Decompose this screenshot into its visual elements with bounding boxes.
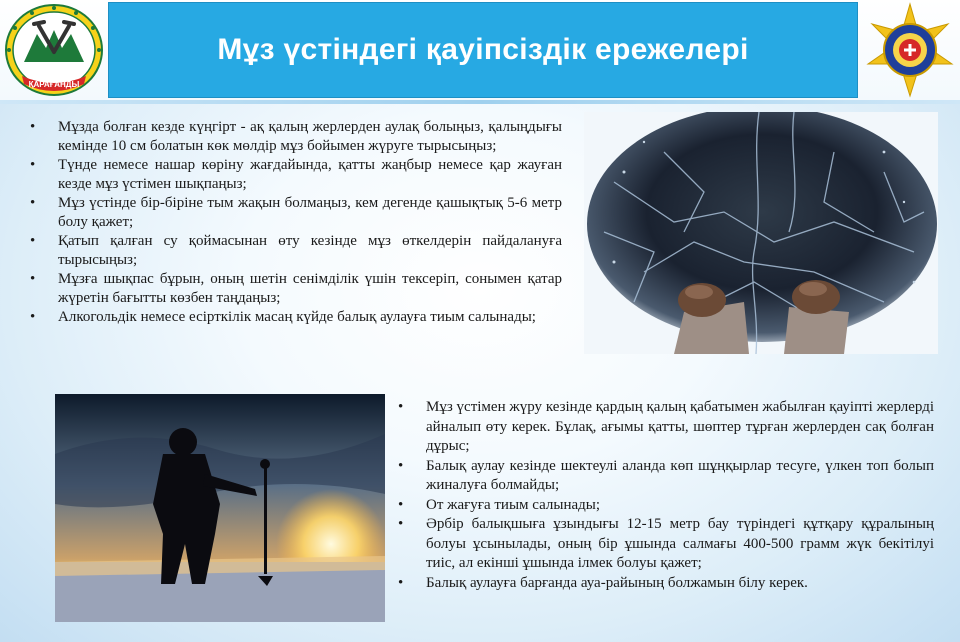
list-item: • Мұз үстімен жүру кезінде қардың қалың қабатымен жабылған қауіпті жерлерді айналып өту керек. Бұлақ, ағымы қатты, шөптер тұрған жерлерден сақ болған дұрыс; — [398, 399, 934, 454]
list-item: • Әрбір балықшыға ұзындығы 12-15 метр бау түріндегі құтқару құралының болуы ұсынылады, оның бір ұшында салмағы 400-500 грамм жүк бекітілуі тиіс, ал екінші ұшында ілмек болуы қажет; — [398, 516, 934, 571]
list-item: • Балық аулауға барғанда ауа-райының болжамын білу керек. — [398, 574, 934, 594]
bullet: • — [30, 309, 36, 325]
title-banner — [108, 2, 858, 98]
page-title: Мұз үстіндегі қауіпсіздік ережелері — [217, 33, 749, 66]
ice-fisherman-sunset-photo — [55, 394, 385, 622]
cracked-ice-photo — [584, 112, 938, 354]
bullet: • — [398, 516, 404, 532]
bullet: • — [30, 271, 36, 287]
header-divider — [0, 100, 960, 104]
bullet: • — [30, 119, 36, 135]
bullet: • — [398, 574, 404, 591]
bullet: • — [30, 233, 36, 249]
list-item: • От жағуға тиым салынады; — [398, 496, 934, 516]
karaganda-emblem-icon — [4, 4, 104, 96]
list-item: • Мұзға шықпас бұрын, оның шетін сенімділік үшін тексеріп, сонымен қатар жүретін бағытты көзбен таңдаңыз; — [30, 271, 562, 306]
list-item: • Алкогольдік немесе есірткілік масаң күйде балық аулауға тиым салынады; — [30, 309, 536, 325]
bullet: • — [398, 399, 404, 415]
bullet: • — [398, 457, 404, 474]
list-item: • Мұзда болған кезде күңгірт - ақ қалың жерлерден аулақ болыңыз, қалыңдығы кемінде 10 см болатын көк мөлдір мұз бойымен жүруге тырысыңыз; — [30, 119, 562, 154]
emergency-service-star-icon — [862, 2, 958, 98]
rules-list-bottom — [398, 398, 934, 593]
list-item: • Мұз үстінде бір-біріне тым жақын болмаңыз, кем дегенде қашықтық 5-6 метр болу қажет; — [30, 195, 562, 230]
bullet: • — [30, 195, 36, 211]
list-item: • Түнде немесе нашар көріну жағдайында, қатты жаңбыр немесе қар жауған кезде мұз үстімен шықпаңыз; — [30, 157, 562, 192]
list-item: • Қатып қалған су қоймасынан өту кезінде мұз өткелдерін пайдалануға тырысыңыз; — [30, 233, 562, 268]
list-item: • Балық аулау кезінде шектеулі аланда көп шұңқырлар тесуге, үлкен топ болып жиналуға болмайды; — [398, 457, 934, 493]
bullet: • — [398, 496, 404, 513]
rules-list-top — [30, 118, 562, 327]
emblem-text: ҚАРАҒАНДЫ — [28, 80, 80, 89]
bullet: • — [30, 157, 36, 173]
